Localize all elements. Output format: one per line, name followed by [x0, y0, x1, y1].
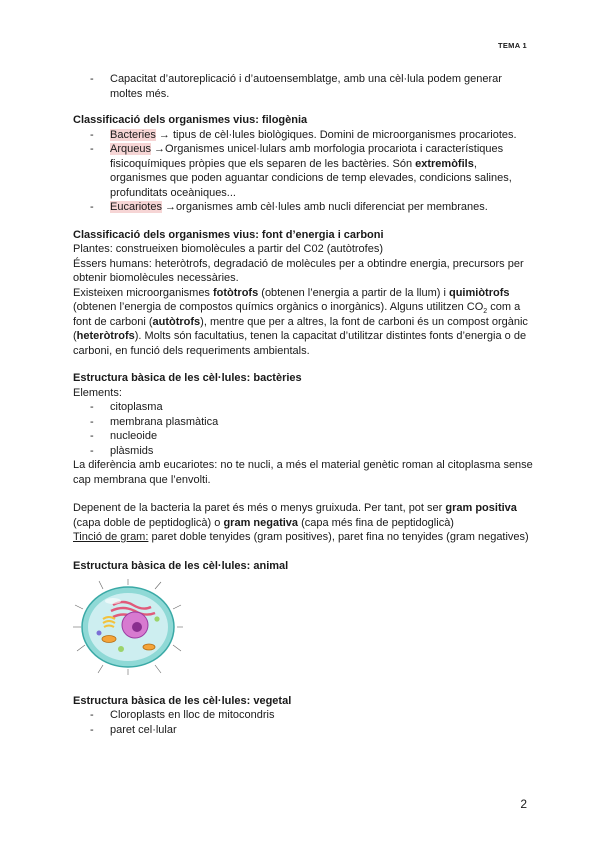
- eucariotes-text: →organismes amb cèl·lules amb nucli diferenciat per membranes.: [161, 201, 488, 213]
- section-title-energia: Classificació dels organismes vius: font d’energia i carboni: [73, 228, 384, 241]
- list-item-eucariotes: [73, 200, 535, 215]
- arqueus-text: →Organismes unicel·lulars amb morfologia procariota i característiques fisicoquímiques pròpies que els separen de les bactèries. Són: [110, 143, 504, 170]
- list-item: [73, 708, 535, 723]
- text-span: Depenent de la bacteria la paret és més o menys gruixuda. Per tant, pot ser: [73, 502, 446, 514]
- bullet-dash: -: [90, 709, 94, 721]
- bold-term: quimiòtrofs: [448, 286, 510, 299]
- bullet-dash: -: [90, 415, 94, 428]
- list-item: [73, 415, 535, 430]
- list-item: [73, 444, 535, 459]
- bullet-dash: -: [90, 444, 94, 457]
- tincio-text: paret doble tenyides (gram positives), paret fina no tenyides (gram negatives): [148, 531, 529, 543]
- element-item: nucleoide: [110, 430, 158, 442]
- energia-line-humans: Éssers humans: heteròtrofs, degradació de molècules per a obtindre energia, precursors per obtenir biomolècules necessàries.: [73, 257, 524, 284]
- vegetal-item: paret cel·lular: [110, 723, 177, 736]
- bullet-dash: -: [90, 401, 94, 413]
- vesicle: [118, 646, 124, 652]
- energia-line-plantes: Plantes: construeixen biomolècules a partir del C02 (autòtrofes): [73, 243, 383, 255]
- element-item: plàsmids: [110, 444, 154, 457]
- bacteries-text: → tipus de cèl·lules biològiques. Domini de microorganismes procariotes.: [155, 128, 517, 141]
- bullet-dash: -: [90, 128, 94, 141]
- elements-label: Elements:: [73, 386, 122, 399]
- subscript: 2: [483, 308, 488, 316]
- text-span: (capa més fina de peptidoglicà): [298, 516, 454, 529]
- nucleolus: [132, 622, 142, 632]
- section-title-vegetal: Estructura bàsica de les cèl·lules: vegetal: [73, 694, 292, 707]
- arqueus-text-end: , organismes que poden aguantar condicions de temp elevades, condicions salines, profunditats oceàniques...: [110, 157, 512, 199]
- spacer: [73, 487, 535, 501]
- list-item-bacteries: [73, 128, 535, 143]
- section-title-filogenia: Classificació dels organismes vius: filogènia: [73, 114, 308, 126]
- list-item-arqueus: [73, 142, 535, 200]
- bold-term: heteròtrofs: [76, 330, 135, 342]
- mitochondrion: [102, 636, 116, 643]
- bold-term: gram positiva: [445, 502, 517, 514]
- term-eucariotes: Eucariotes: [110, 201, 162, 213]
- list-item: [73, 429, 535, 444]
- list-item: [73, 72, 535, 101]
- text-span: (obtenen l’energia a partir de la llum) i: [258, 286, 449, 299]
- bullet-dash: -: [90, 73, 94, 85]
- list-item: [73, 400, 535, 415]
- page-number: 2: [520, 797, 527, 811]
- tincio-label: Tinció de gram:: [73, 531, 149, 543]
- mitochondrion: [143, 644, 155, 650]
- highlight: [105, 598, 121, 604]
- text-span: com a font de carboni (: [73, 301, 521, 328]
- energia-paragraph: [73, 286, 535, 359]
- vegetal-item: Cloroplasts en lloc de mitocondris: [110, 709, 275, 721]
- bold-term: fotòtrofs: [213, 286, 259, 299]
- text-span: (obtenen l’energia de compostos químics orgànics o inorgànics). Alguns utilitzen CO: [73, 301, 484, 313]
- bullet-dash: -: [90, 723, 94, 736]
- term-bacteries: Bacteries: [110, 128, 156, 141]
- diferencia-text: La diferència amb eucariotes: no te nucli, a més el material genètic roman al citoplasma sense cap membrana que l’envolti.: [73, 459, 533, 486]
- text-span: (capa doble de peptidoglicà) o: [73, 516, 224, 529]
- bullet-dash: -: [90, 201, 94, 213]
- header-tema: TEMA 1: [497, 41, 527, 50]
- text-span: ), mentre que per a altres, la font de carboni és un compost orgànic (: [73, 315, 528, 342]
- tincio-paragraph: [73, 530, 535, 545]
- list-item: [73, 723, 535, 738]
- bullet-dash: -: [90, 430, 94, 442]
- document-body: [73, 72, 535, 737]
- lysosome: [97, 631, 102, 636]
- term-arqueus: Arqueus: [110, 143, 151, 155]
- section-title-animal: Estructura bàsica de les cèl·lules: animal: [73, 559, 289, 572]
- extremofils-bold: extremòfils: [415, 157, 474, 170]
- intro-item-text: Capacitat d’autoreplicació i d’autoensemblatge, amb una cèl·lula podem generar moltes més.: [110, 73, 502, 100]
- animal-cell-figure: [73, 579, 183, 675]
- element-item: membrana plasmàtica: [110, 415, 219, 428]
- text-span: Existeixen microorganismes: [73, 286, 213, 299]
- text-span: ). Molts són facultatius, tenen la capacitat d’utilitzar distintes fonts d’energia o de carboni, en funció dels requeriments ambientals.: [73, 330, 527, 357]
- element-item: citoplasma: [110, 401, 163, 413]
- vesicle: [154, 616, 159, 621]
- bullet-dash: -: [90, 143, 94, 155]
- section-title-bacteries: Estructura bàsica de les cèl·lules: bactèries: [73, 372, 302, 384]
- paret-paragraph: [73, 501, 535, 530]
- bold-term: gram negativa: [223, 516, 299, 529]
- bold-term: autòtrofs: [152, 315, 201, 328]
